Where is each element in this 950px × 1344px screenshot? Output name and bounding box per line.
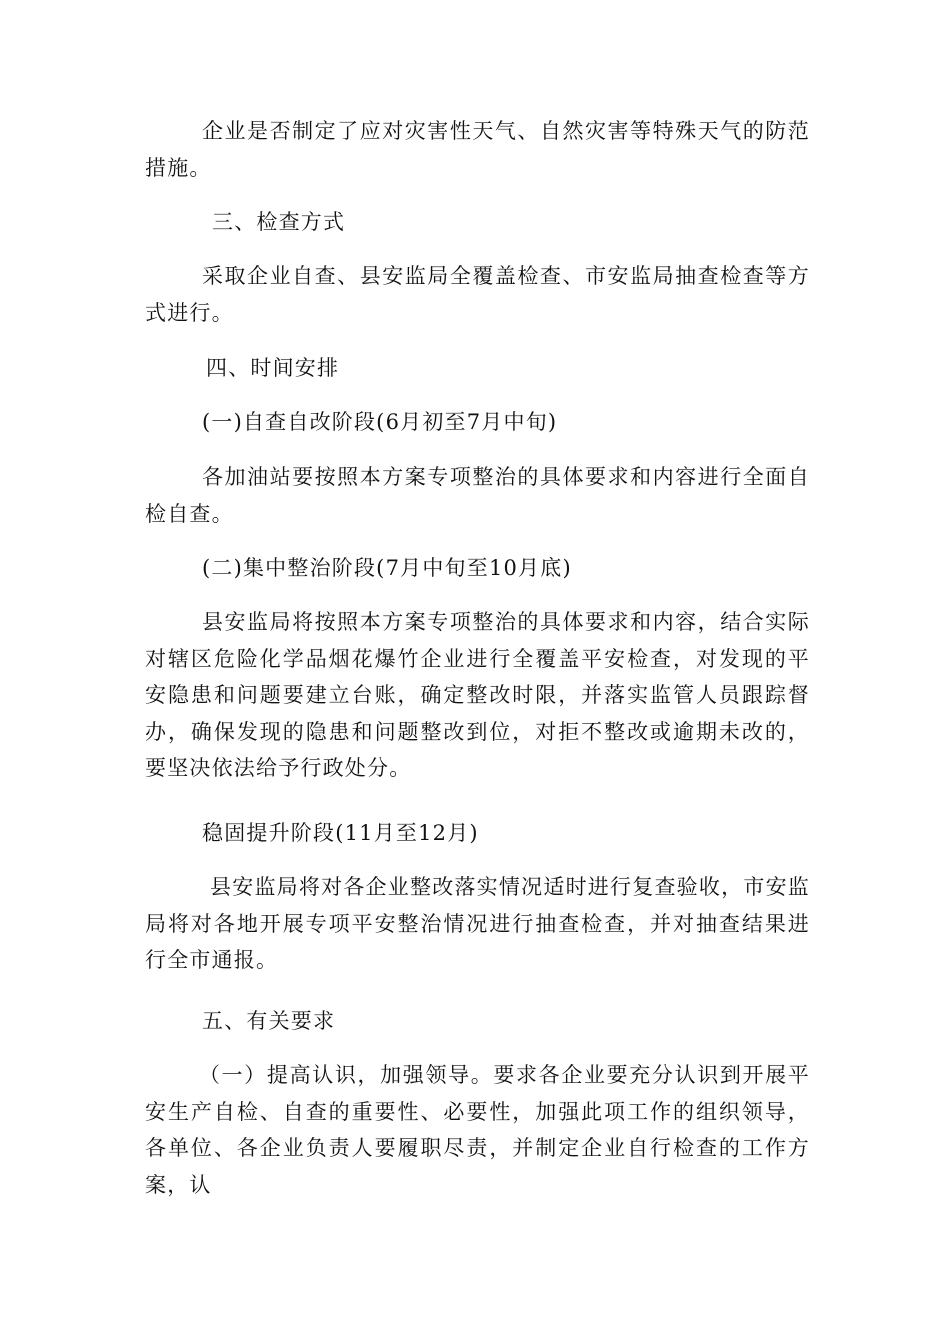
paragraph-raise-awareness: （一）提高认识，加强领导。要求各企业要充分认识到开展平安生产自检、自查的重要性、必要性，加强此项工作的组织领导，各单位、各企业负责人要履职尽责，并制定企业自行检查的工作方案，认: [145, 1063, 810, 1197]
section-heading-inspection-method: 三、检查方式: [212, 210, 346, 234]
section-heading-schedule: 四、时间安排: [206, 356, 340, 380]
subheading-centralized-rectification-stage: (二)集中整治阶段(7月中旬至10月底): [202, 556, 572, 580]
paragraph-disaster-measures: 企业是否制定了应对灾害性天气、自然灾害等特殊天气的防范措施。: [145, 119, 810, 180]
paragraph-inspection-method: 采取企业自查、县安监局全覆盖检查、市安监局抽查检查等方式进行。: [145, 264, 810, 325]
paragraph-centralized-rectification: 县安监局将按照本方案专项整治的具体要求和内容，结合实际对辖区危险化学品烟花爆竹企业进行全覆盖平安检查，对发现的平安隐患和问题要建立台账，确定整改时限，并落实监管人员跟踪督办，确保发现的隐患和问题整改到位，对拒不整改或逾期未改的，要坚决依法给予行政处分。: [145, 610, 810, 781]
subheading-consolidation-stage: 稳固提升阶段(11月至12月): [202, 821, 479, 845]
subheading-self-check-stage: (一)自查自改阶段(6月初至7月中旬): [202, 410, 558, 434]
paragraph-consolidation: 县安监局将对各企业整改落实情况适时进行复查验收，市安监局将对各地开展专项平安整治情况进行抽查检查，并对抽查结果进行全市通报。: [145, 875, 810, 973]
section-heading-requirements: 五、有关要求: [202, 1009, 336, 1033]
paragraph-self-check: 各加油站要按照本方案专项整治的具体要求和内容进行全面自检自查。: [145, 465, 810, 526]
